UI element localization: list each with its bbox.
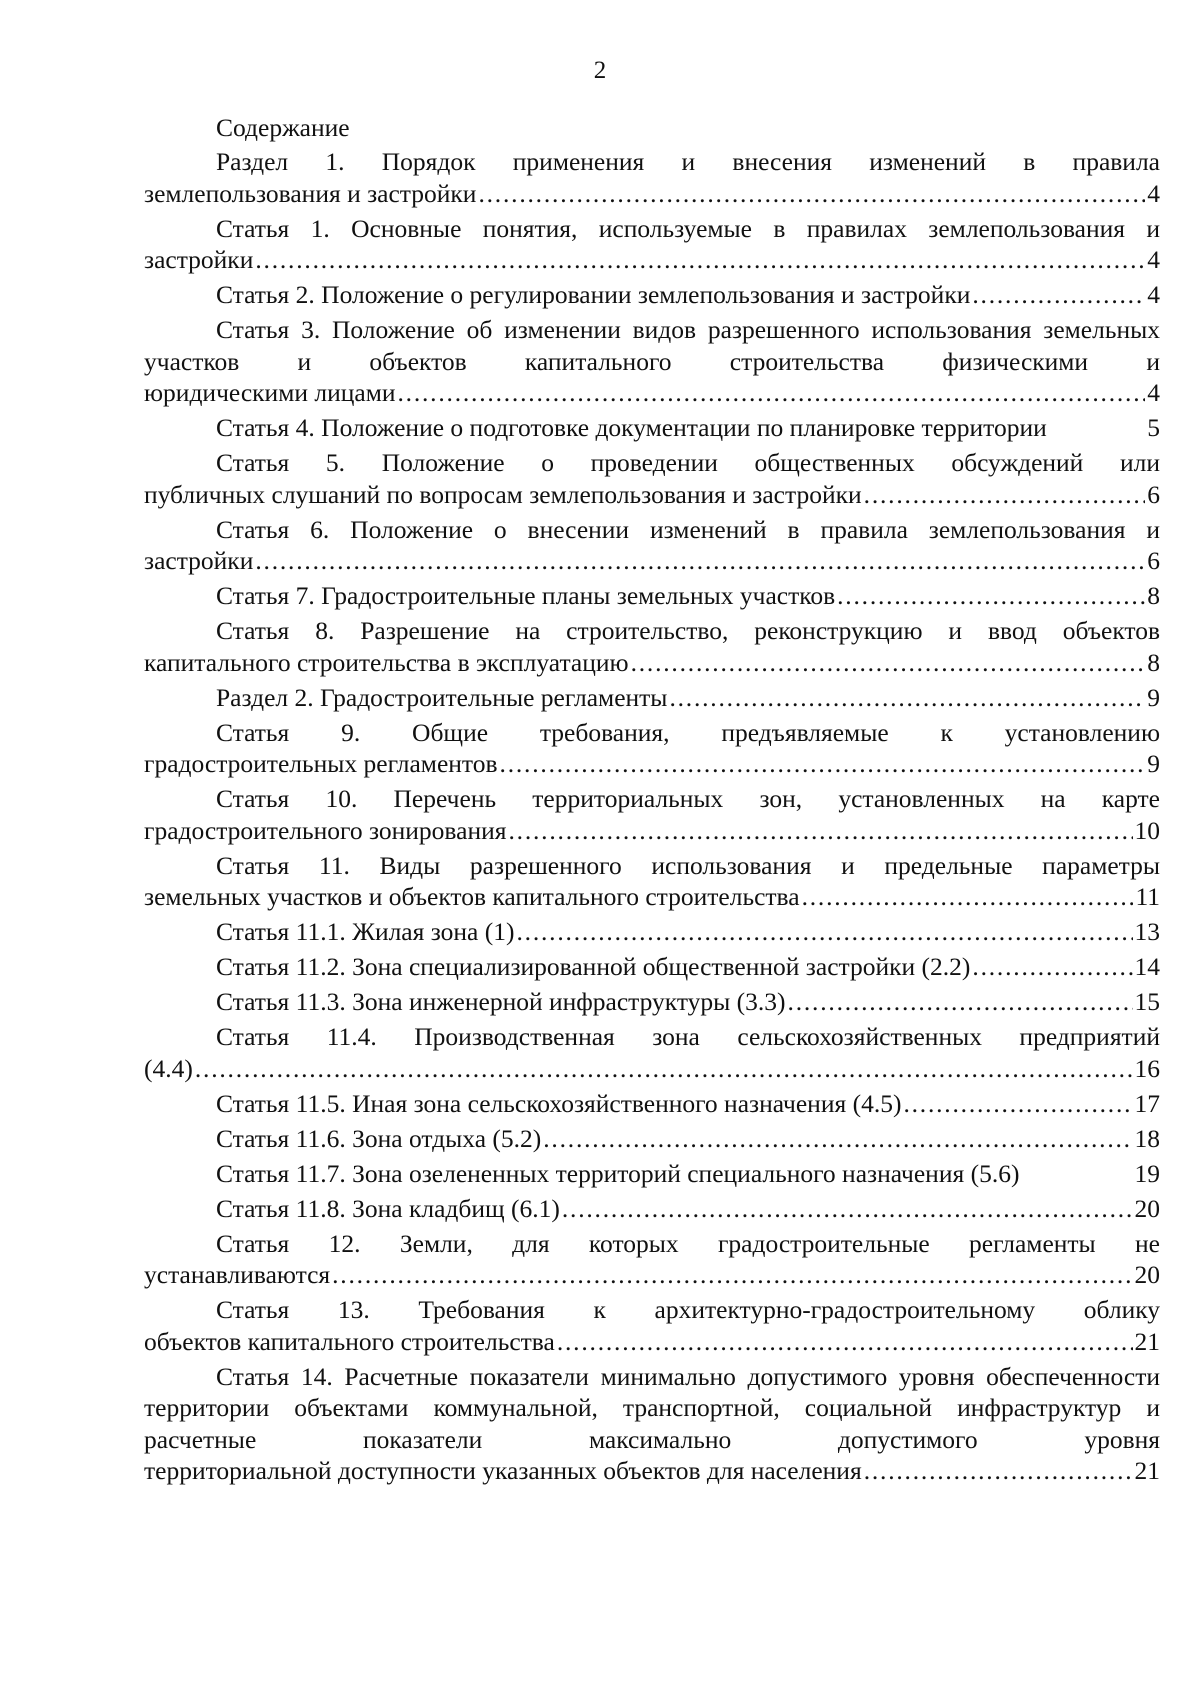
toc-page-number: 4 — [1147, 178, 1160, 208]
toc-page-number: 20 — [1134, 1260, 1160, 1289]
toc-entry-title: Статья 11.6. Зона отдыха (5.2) — [216, 1123, 542, 1153]
toc-entry-title: Статья 4. Положение о подготовке документации по планировке территории — [216, 413, 1047, 442]
dot-leader — [506, 815, 1132, 847]
dot-leader — [835, 580, 1145, 612]
toc-entry — [144, 447, 1160, 510]
toc-entry — [144, 514, 1160, 577]
dot-leader — [193, 1053, 1133, 1085]
dot-leader — [555, 1326, 1133, 1358]
dot-leader — [901, 1088, 1132, 1120]
toc-entry-line — [144, 916, 1160, 948]
toc-entry-title: Статья 11.2. Зона специализированной общественной застройки (2.2) — [216, 952, 971, 981]
toc-page-number: 18 — [1134, 1123, 1160, 1153]
toc-entry — [144, 1193, 1160, 1225]
toc-entry-line — [144, 1193, 1160, 1225]
toc-page-number: 16 — [1134, 1053, 1160, 1083]
toc-entry — [144, 1123, 1160, 1155]
toc-entry-line — [144, 951, 1160, 983]
toc-page-number: 4 — [1147, 245, 1160, 274]
toc-entry-title: Статья 10. Перечень территориальных зон, установленных на карте — [216, 784, 1160, 813]
dot-leader — [253, 244, 1145, 276]
toc-entry — [144, 146, 1160, 209]
dot-leader — [862, 1455, 1133, 1487]
toc-page-number: 9 — [1147, 682, 1160, 712]
toc-page-number: 10 — [1134, 815, 1160, 845]
toc-entry-title: Раздел 1. Порядок применения и внесения изменений в правила — [216, 147, 1160, 176]
toc-entry-line — [144, 412, 1160, 444]
toc-entry — [144, 986, 1160, 1018]
toc-page-number: 13 — [1134, 917, 1160, 946]
dot-leader — [862, 479, 1146, 511]
toc-entry-continuation: градостроительного зонирования — [144, 815, 507, 845]
toc-entry — [144, 412, 1160, 444]
toc-heading: Содержание — [216, 113, 350, 142]
toc-entry-title: Статья 9. Общие требования, предъявляемые к установлению — [216, 717, 1160, 747]
toc-entry-continuation: территориальной доступности указанных объектов для населения — [144, 1456, 862, 1485]
toc-entry-line — [144, 682, 1160, 714]
toc-entry — [144, 850, 1160, 913]
dot-leader — [786, 986, 1133, 1018]
dot-leader — [970, 951, 1132, 983]
toc-page-number: 11 — [1135, 882, 1160, 911]
toc-page-number: 8 — [1147, 581, 1160, 610]
toc-entry — [144, 279, 1160, 311]
dot-leader — [1019, 1158, 1134, 1190]
toc-entry-title: Статья 6. Положение о внесении изменений в правила землепользования и — [216, 514, 1160, 544]
toc-entry — [144, 1294, 1160, 1357]
toc-entry-title: Статья 13. Требования к архитектурно-градостроительному облику — [216, 1295, 1160, 1324]
toc-entry-title: Статья 11.3. Зона инженерной инфраструктуры (3.3) — [216, 987, 786, 1016]
toc-page-number: 6 — [1147, 546, 1160, 575]
toc-entry-title: Статья 14. Расчетные показатели минимально допустимого уровня обеспеченности территории объектами коммунальной, транспортной, социальной инфраструктур и расчетные показатели максимально допустимого уровня — [144, 1361, 1160, 1454]
toc-entry-line — [144, 1123, 1160, 1155]
dot-leader — [498, 748, 1146, 780]
toc-entry-line — [144, 178, 1160, 210]
toc-page-number: 6 — [1147, 479, 1160, 509]
toc-entry-title: Статья 11.8. Зона кладбищ (6.1) — [216, 1193, 560, 1223]
toc-entry-title: Статья 7. Градостроительные планы земельных участков — [216, 581, 836, 610]
toc-entry-line — [144, 986, 1160, 1018]
toc-entry — [144, 580, 1160, 612]
toc-entry-continuation: землепользования и застройки — [144, 178, 477, 208]
toc-page-number: 17 — [1134, 1088, 1160, 1118]
toc-entry-title: Статья 5. Положение о проведении общественных обсуждений или — [216, 448, 1160, 477]
toc-entry-title: Статья 8. Разрешение на строительство, реконструкцию и ввод объектов — [216, 616, 1160, 645]
toc-entry-title: Статья 11.5. Иная зона сельскохозяйственного назначения (4.5) — [216, 1088, 902, 1118]
toc-entry — [144, 1088, 1160, 1120]
toc-page-number: 15 — [1134, 987, 1160, 1016]
toc-entry-line — [144, 479, 1160, 511]
toc-entry-title: Статья 11.1. Жилая зона (1) — [216, 917, 515, 946]
toc-entry-line — [144, 647, 1160, 679]
dot-leader — [1047, 412, 1147, 444]
toc-entry — [144, 783, 1160, 846]
toc-entry-title: Статья 3. Положение об изменении видов разрешенного использования земельных участков и объектов капитального строительства физическими и — [144, 315, 1160, 376]
dot-leader — [253, 545, 1145, 577]
toc-entry-line — [144, 545, 1160, 577]
toc-entry-continuation: устанавливаются — [144, 1260, 331, 1289]
dot-leader — [395, 377, 1145, 409]
toc-entry-continuation: публичных слушаний по вопросам землепользования и застройки — [144, 479, 862, 509]
toc-entry-line — [144, 1053, 1160, 1085]
toc-entry-line — [144, 244, 1160, 276]
toc-entry — [144, 1228, 1160, 1291]
toc-entry-title: Статья 12. Земли, для которых градостроительные регламенты не — [216, 1228, 1160, 1258]
dot-leader — [476, 178, 1145, 210]
dot-leader — [330, 1259, 1132, 1291]
toc-entry-line — [144, 1158, 1160, 1190]
toc-entry-line — [144, 279, 1160, 311]
toc-entry-line — [144, 815, 1160, 847]
toc-entry-line — [144, 1455, 1160, 1487]
toc-entry — [144, 213, 1160, 276]
page-number: 2 — [593, 57, 607, 84]
toc-page-number: 19 — [1134, 1158, 1160, 1188]
toc-entry — [144, 1361, 1160, 1487]
dot-leader — [970, 279, 1145, 311]
toc-entry — [144, 717, 1160, 780]
toc-entry — [144, 615, 1160, 678]
toc-entry — [144, 314, 1160, 409]
toc-page-number: 8 — [1147, 647, 1160, 677]
dot-leader — [560, 1193, 1133, 1225]
toc-entry — [144, 682, 1160, 714]
toc-entry-line — [144, 377, 1160, 409]
toc-page-number: 4 — [1147, 378, 1160, 407]
dot-leader — [541, 1123, 1132, 1155]
toc-entry — [144, 951, 1160, 983]
toc-entry-continuation: застройки — [144, 546, 254, 575]
toc-page-number: 4 — [1147, 280, 1160, 309]
toc-entry — [144, 1158, 1160, 1190]
toc-entry-line — [144, 580, 1160, 612]
toc-entry-line — [144, 748, 1160, 780]
toc-entry — [144, 1021, 1160, 1084]
table-of-contents — [144, 112, 1160, 1490]
toc-entry-continuation: объектов капитального строительства — [144, 1326, 555, 1356]
toc-entry-title: Статья 11.4. Производственная зона сельскохозяйственных предприятий — [216, 1022, 1160, 1051]
toc-entry-continuation: юридическими лицами — [144, 378, 396, 407]
toc-entry-line — [144, 881, 1160, 913]
toc-list — [144, 146, 1160, 1487]
toc-entry-line — [144, 1259, 1160, 1291]
toc-entry-continuation: земельных участков и объектов капитального строительства — [144, 882, 800, 911]
toc-entry-title: Статья 1. Основные понятия, используемые в правилах землепользования и — [216, 213, 1160, 243]
toc-entry-line — [144, 1088, 1160, 1120]
dot-leader — [514, 916, 1132, 948]
toc-page-number: 5 — [1147, 413, 1160, 442]
toc-page-number: 9 — [1147, 749, 1160, 778]
toc-entry — [144, 916, 1160, 948]
toc-entry-continuation: капитального строительства в эксплуатацию — [144, 647, 629, 677]
dot-leader — [629, 647, 1146, 679]
dot-leader — [667, 682, 1145, 714]
toc-page-number: 21 — [1134, 1456, 1160, 1485]
toc-entry-title: Статья 11. Виды разрешенного использования и предельные параметры — [216, 850, 1160, 880]
toc-entry-title: Раздел 2. Градостроительные регламенты — [216, 682, 668, 712]
toc-page-number: 21 — [1134, 1326, 1160, 1356]
toc-page-number: 14 — [1134, 952, 1160, 981]
toc-entry-line — [144, 1326, 1160, 1358]
toc-entry-title: Статья 2. Положение о регулировании землепользования и застройки — [216, 280, 971, 309]
dot-leader — [800, 881, 1134, 913]
toc-entry-continuation: (4.4) — [144, 1053, 193, 1083]
toc-entry-title: Статья 11.7. Зона озелененных территорий специального назначения (5.6) — [216, 1158, 1020, 1188]
toc-entry-continuation: застройки — [144, 245, 254, 274]
toc-entry-continuation: градостроительных регламентов — [144, 749, 498, 778]
toc-page-number: 20 — [1134, 1193, 1160, 1223]
